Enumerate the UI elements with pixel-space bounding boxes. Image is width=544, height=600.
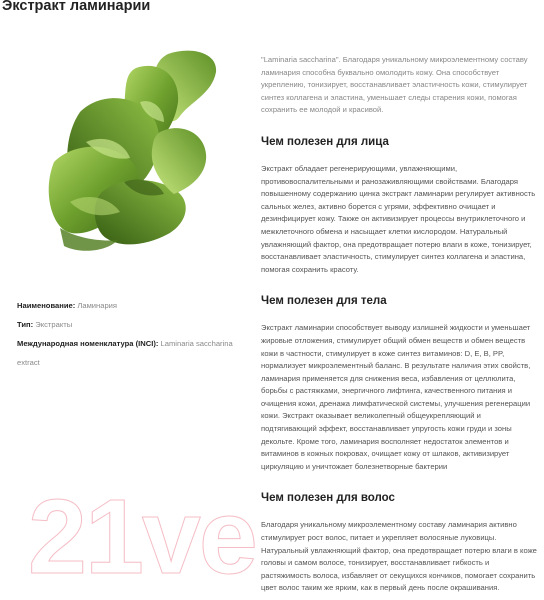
spec-name-label: Наименование: bbox=[17, 301, 76, 310]
seaweed-leaves bbox=[49, 51, 216, 251]
body-paragraph: Экстракт ламинарии способствует выводу излишней жидкости и уменьшает жировые отложения, стимулирует общий обмен веществ и обмен веществ кожи в частности, стимулирует в коже синтез витаминов: D, E, B, PP, нормализует микроэлементный баланс. В результате наличия этих свойств, ламинария применяется для снижения веса, избавления от целлюлита, борьбы с растяжками, энергичного лифтинга, качественного питания и очищения кожи, дренажа лимфатической системы, улучшения регенерации кожи. Экстракт оказывает великолепный общеукрепляющий и подтягивающий эффект, восстанавливает упругость кожи груди и зоны декольте. Кроме того, ламинария восполняет недостаток элементов и витаминов в кожных покровах, очищает кожу от шлаков, активизирует циркуляцию и уничтожает болезнетворные бактерии bbox=[261, 323, 531, 471]
body-section bbox=[261, 294, 537, 473]
description-content bbox=[261, 54, 537, 595]
body-heading: Чем полезен для тела bbox=[261, 295, 387, 308]
product-specs bbox=[17, 296, 247, 372]
spec-name-row bbox=[17, 296, 247, 315]
watermark-logo: 21ve bbox=[28, 478, 256, 596]
hair-paragraph: Благодаря уникальному микроэлементному составу ламинария активно стимулирует рост волос, питает и укрепляет волосяные луковицы. Натуральный увлажняющий фактор, она предотвращает потерю влаги в коже головы и самом волосе, тонизирует, восстанавливает гибкость и растяжимость волоса, избавляет от секущихся кончиков, помогает сохранить цвет волос таким же ярким, как в первый день после окрашивания. bbox=[261, 520, 537, 593]
hair-heading: Чем полезен для волос bbox=[261, 492, 395, 505]
spec-inci-value: Laminaria saccharina extract bbox=[17, 339, 233, 367]
hair-section bbox=[261, 491, 537, 595]
intro-paragraph: "Laminaria saccharina". Благодаря уникальному микроэлементному составу ламинария способна буквально омолодить кожу. Она способствует укреплению, тонизирует, восстанавливает эластичность кожи, стимулирует синтез коллагена и эластина, уменьшает следы старения кожи, помогая сохранить ее молодой и красивой. bbox=[261, 55, 528, 115]
spec-inci-label: Международная номенклатура (INCI): bbox=[17, 339, 159, 348]
spec-type-label: Тип: bbox=[17, 320, 34, 329]
spec-type-value: Экстракты bbox=[35, 320, 73, 329]
spec-name-value: Ламинария bbox=[77, 301, 118, 310]
page-title: Экстракт ламинарии bbox=[2, 0, 151, 14]
face-heading: Чем полезен для лица bbox=[261, 135, 389, 148]
face-paragraph: Экстракт обладает регенерирующими, увлажняющими, противовоспалительными и ранозаживляющими свойствами. Благодаря повышенному содержанию цинка экстракт ламинарии регулирует активность сальных желез, активно борется с угрями, эффективно очищает и дезинфицирует кожу. Также он активизирует процессы внутриклеточного и межклеточного обмена и насыщает клетки кислородом. Натуральный увлажняющий фактор, она предотвращает потерю влаги в коже, тонизирует, восстанавливает эластичность, стимулирует синтез коллагена и эластина, помогая сохранить красоту. bbox=[261, 163, 536, 274]
spec-type-row bbox=[17, 315, 247, 334]
spec-inci-row bbox=[17, 334, 247, 372]
face-section bbox=[261, 135, 537, 276]
laminaria-image bbox=[40, 42, 236, 262]
